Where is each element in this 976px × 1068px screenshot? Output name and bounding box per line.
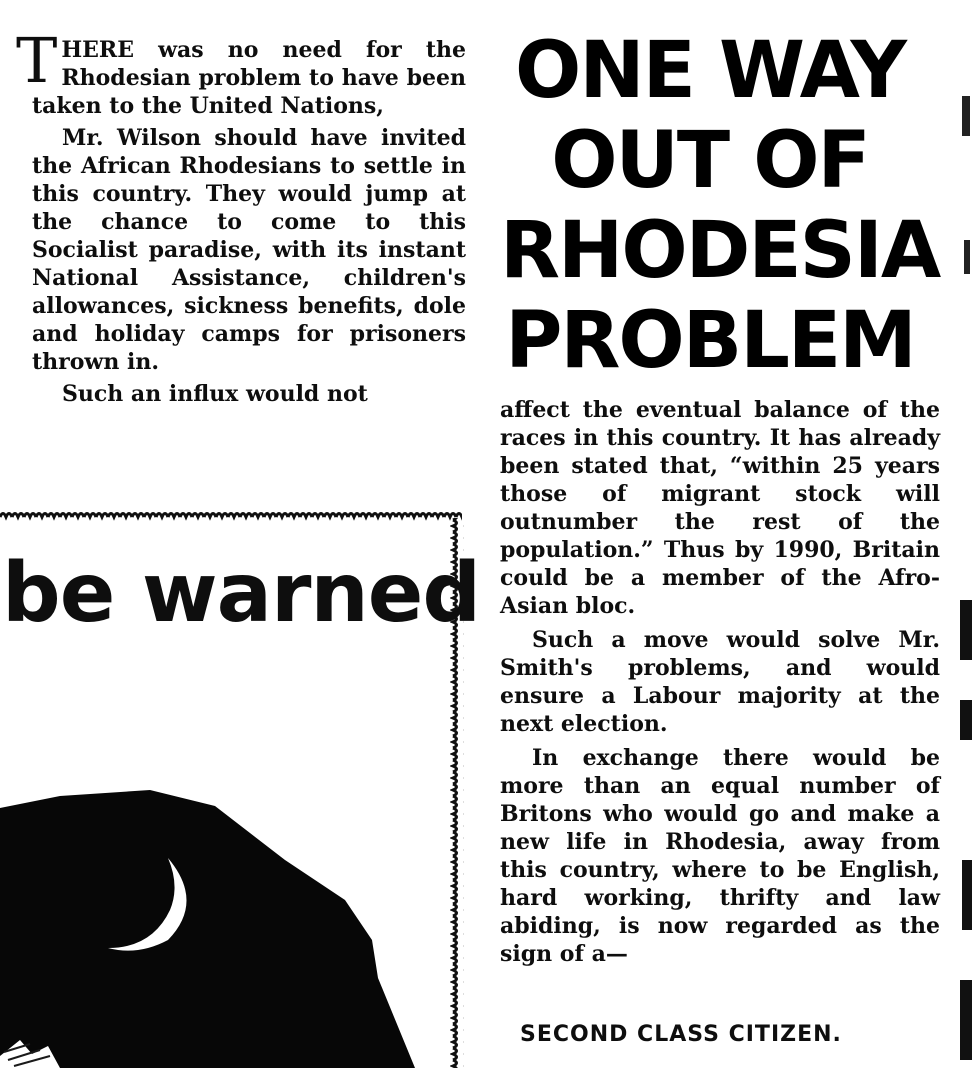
page-edge-marks [956, 0, 976, 1068]
right-paragraph-2: Such a move would solve Mr. Smith's problems, and would ensure a Labour majority at the next election. [500, 627, 940, 737]
left-paragraph-3: Such an influx would not [62, 381, 368, 407]
left-paragraph-2: Mr. Wilson should have invited the African Rhodesians to settle in this country. They would jump at the chance to come to this Socialist paradise, with its instant National Assistance, children's allowances, sickness benefits, dole and holiday camps for prisoners thrown in. [32, 125, 466, 375]
dark-sky-shape [0, 790, 415, 1068]
headline-line-4: PROBLEM [505, 296, 915, 386]
headline-line-3: RHODESIA [500, 206, 940, 296]
left-paragraph-1 [16, 24, 466, 120]
right-paragraph-1: affect the eventual balance of the races in this country. It has already been stated that, “within 25 years those of migrant stock will outnumber the rest of the population.” Thus by 1990, Britain could be a member of the Afro-Asian bloc. [500, 397, 940, 619]
left-paragraph-1-text: HERE was no need for the Rhodesian problem to have been taken to the United Nations, [32, 37, 466, 119]
advert-title: be warned [2, 546, 481, 641]
article-signoff: SECOND CLASS CITIZEN. [520, 1022, 842, 1047]
article-headline [500, 26, 940, 386]
headline-line-1: ONE WAY [515, 26, 905, 116]
advert-border-top [0, 512, 462, 526]
right-article-column [500, 396, 940, 968]
right-paragraph-3: In exchange there would be more than an equal number of Britons who would go and make a new life in Rhodesia, away from this country, where to be English, hard working, thrifty and law abiding, is now regarded as the sign of a— [500, 745, 940, 967]
drop-cap: T [16, 24, 58, 97]
left-article-column [16, 24, 466, 408]
headline-line-2: OUT OF [551, 116, 869, 206]
